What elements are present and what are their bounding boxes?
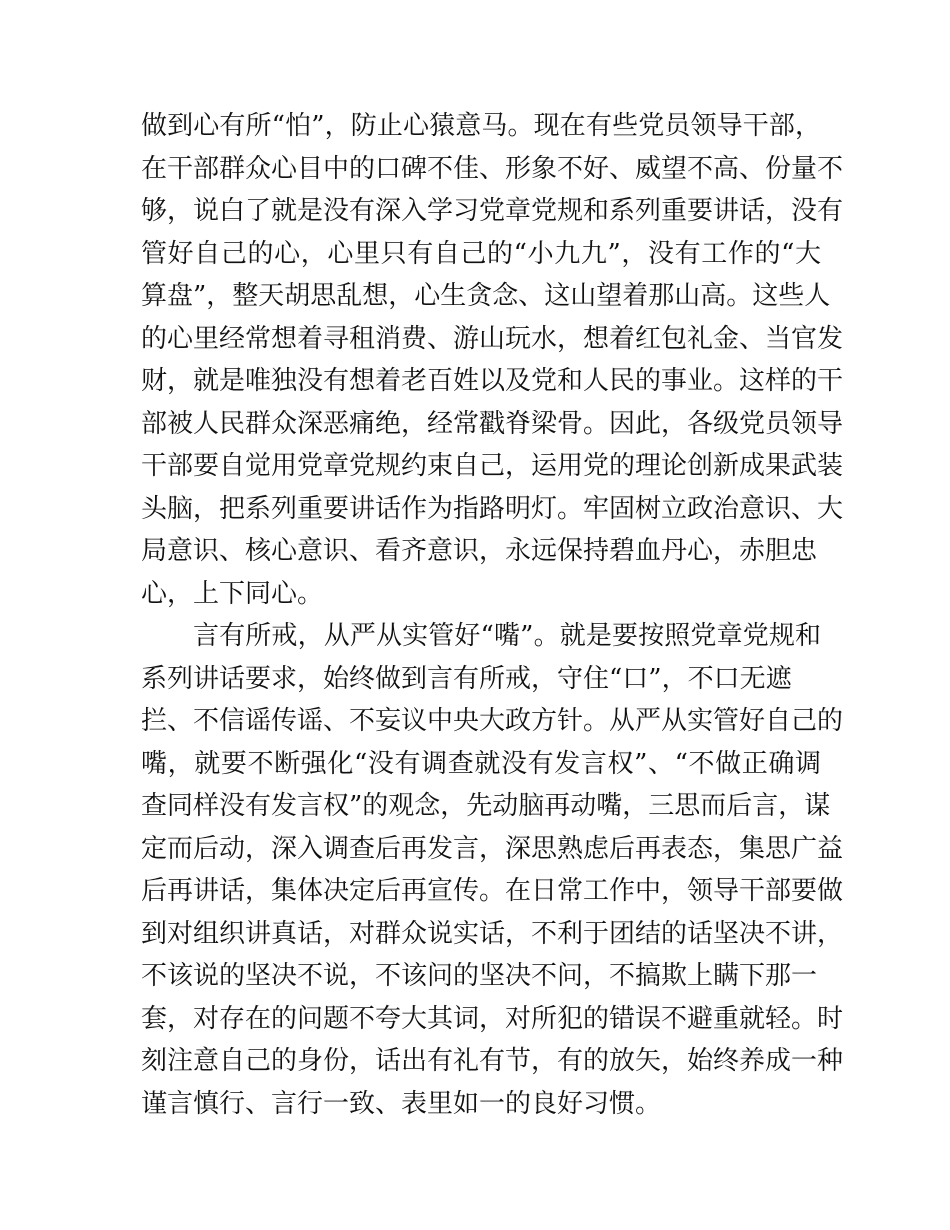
paragraph-line: 局意识、核心意识、看齐意识，永远保持碧血丹心，赤胆忠 xyxy=(141,536,818,566)
paragraph-line: 刻注意自己的身份，话出有礼有节，有的放矢，始终养成一种 xyxy=(141,1046,844,1076)
paragraph-line: 算盘”，整天胡思乱想，心生贪念、这山望着那山高。这些人 xyxy=(141,281,831,311)
paragraph-line: 心，上下同心。 xyxy=(141,578,324,609)
paragraph-line: 嘴，就要不断强化“没有调查就没有发言权”、“不做正确调 xyxy=(141,748,821,779)
paragraph-line: 在干部群众心目中的口碑不佳、形象不好、威望不高、份量不 xyxy=(141,153,844,184)
paragraph-line: 定而后动，深入调查后再发言，深思熟虑后再表态，集思广益 xyxy=(141,833,844,864)
paragraph-line: 拦、不信谣传谣、不妄议中央大政方针。从严从实管好自己的 xyxy=(141,706,844,736)
paragraph-line: 谨言慎行、言行一致、表里如一的良好习惯。 xyxy=(141,1088,662,1119)
paragraph-line: 部被人民群众深恶痛绝，经常戳脊梁骨。因此，各级党员领导 xyxy=(141,408,844,439)
paragraph-1 xyxy=(141,105,844,615)
body-text xyxy=(141,105,844,1125)
paragraph-line: 的心里经常想着寻租消费、游山玩水，想着红包礼金、当官发 xyxy=(141,323,844,354)
paragraph-line: 后再讲话，集体决定后再宣传。在日常工作中，领导干部要做 xyxy=(141,876,844,906)
paragraph-line: 财，就是唯独没有想着老百姓以及党和人民的事业。这样的干 xyxy=(141,366,844,396)
paragraph-line: 做到心有所“怕”，防止心猿意马。现在有些党员领导干部， xyxy=(141,111,821,141)
paragraph-line: 系列讲话要求，始终做到言有所戒，守住“口”，不口无遮 xyxy=(141,663,792,694)
paragraph-line: 到对组织讲真话，对群众说实话，不利于团结的话坚决不讲， xyxy=(141,918,844,949)
paragraph-line: 言有所戒，从严从实管好“嘴”。就是要按照党章党规和 xyxy=(193,621,821,651)
paragraph-line: 干部要自觉用党章党规约束自己，运用党的理论创新成果武装 xyxy=(141,451,844,481)
paragraph-line: 套，对存在的问题不夸大其词，对所犯的错误不避重就轻。时 xyxy=(141,1003,844,1034)
paragraph-2 xyxy=(141,615,844,1125)
paragraph-line: 够，说白了就是没有深入学习党章党规和系列重要讲话，没有 xyxy=(141,196,844,226)
paragraph-line: 不该说的坚决不说，不该问的坚决不问，不搞欺上瞒下那一 xyxy=(141,961,818,991)
paragraph-line: 查同样没有发言权”的观念，先动脑再动嘴，三思而后言，谋 xyxy=(141,791,831,821)
paragraph-line: 头脑，把系列重要讲话作为指路明灯。牢固树立政治意识、大 xyxy=(141,493,844,524)
paragraph-line: 管好自己的心，心里只有自己的“小九九”，没有工作的“大 xyxy=(141,238,821,269)
